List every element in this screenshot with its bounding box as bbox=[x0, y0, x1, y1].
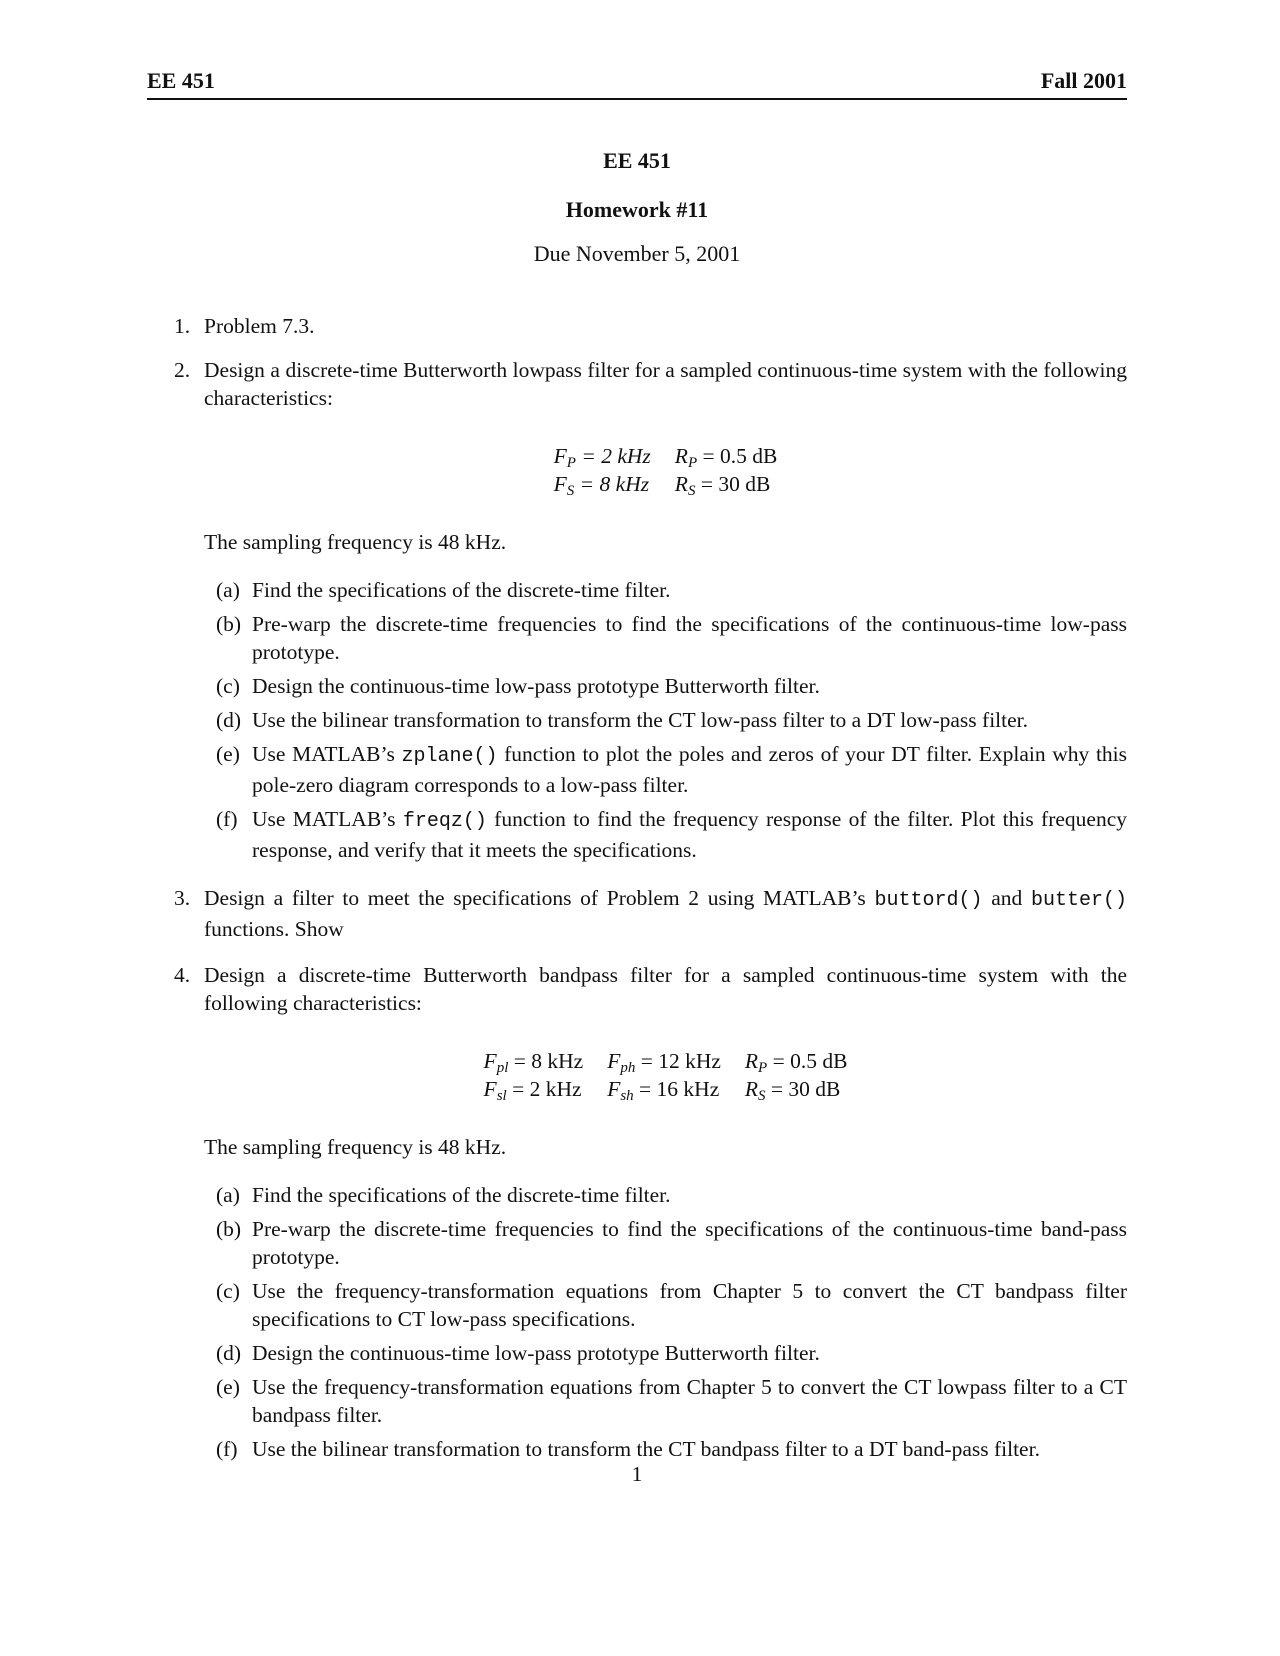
problem-number: 4. bbox=[174, 963, 191, 987]
spec-passband-frequency: $F_P = 2$ kHz bbox=[553, 444, 651, 471]
problem-3: 3. Design a filter to meet the specifications of Problem 2 using MATLAB’s buttord() and butter() functions. Show bbox=[174, 886, 1127, 941]
spec-lower-stopband-edge: $F_{sl} = 2$ kHz bbox=[483, 1077, 582, 1104]
spec-stopband-frequency: $F_S = 8$ kHz bbox=[553, 472, 650, 499]
spec-passband-ripple: $R_P = 0.5$ dB bbox=[744, 1049, 848, 1076]
problem-list bbox=[147, 312, 1127, 1469]
subpart-b: (b) Pre-warp the discrete-time frequencies to find the specifications of the continuous-time low-pass prototype. bbox=[216, 612, 1127, 664]
problem-number: 3. bbox=[174, 886, 191, 910]
problem-intro: Design a discrete-time Butterworth bandpass filter for a sampled continuous-time system with the following characteristics: bbox=[204, 963, 1127, 1015]
header-course: EE 451 bbox=[147, 68, 215, 93]
problem-2 bbox=[147, 356, 1127, 864]
spec-stopband-attenuation: $R_S = 30$ dB bbox=[744, 1077, 841, 1104]
subpart-f: (f) Use MATLAB’s freqz() function to find the frequency response of the filter. Plot this frequency response, and verify that it meets the specifications. bbox=[216, 807, 1128, 862]
due-date: Due November 5, 2001 bbox=[533, 241, 741, 266]
subpart-a: (a) Find the specifications of the discrete-time filter. bbox=[216, 1183, 671, 1207]
problem-4 bbox=[147, 961, 1127, 1463]
spec-row bbox=[542, 442, 790, 470]
homework-title: Homework #11 bbox=[565, 197, 709, 222]
running-header bbox=[147, 66, 1127, 100]
subpart-list bbox=[204, 1181, 1127, 1463]
spec-passband-ripple: $R_P = 0.5$ dB bbox=[674, 444, 778, 471]
spec-row bbox=[472, 1075, 860, 1103]
code-butter: butter() bbox=[1030, 889, 1127, 912]
spec-row bbox=[542, 470, 790, 498]
code-zplane: zplane() bbox=[401, 745, 498, 768]
spec-upper-passband-edge: $F_{ph} = 12$ kHz bbox=[607, 1049, 721, 1076]
problem-intro: Design a discrete-time Butterworth lowpass filter for a sampled continuous-time system with the following characteristics: bbox=[204, 358, 1127, 410]
page-number: 1 bbox=[631, 1462, 643, 1486]
problem-1 bbox=[147, 312, 1127, 340]
subpart-c: (c) Use the frequency-transformation equations from Chapter 5 to convert the CT bandpass filter specifications to CT low-pass specifications. bbox=[216, 1279, 1127, 1331]
sampling-frequency-note: The sampling frequency is 48 kHz. bbox=[204, 530, 507, 554]
spec-lower-passband-edge: $F_{pl} = 8$ kHz bbox=[483, 1049, 584, 1076]
spec-stopband-attenuation: $R_S = 30$ dB bbox=[674, 472, 771, 499]
code-buttord: buttord() bbox=[874, 889, 983, 912]
subpart-f: (f) Use the bilinear transformation to transform the CT bandpass filter to a DT band-pass filter. bbox=[216, 1437, 1040, 1461]
subpart-d: (d) Design the continuous-time low-pass prototype Butterworth filter. bbox=[216, 1341, 820, 1365]
subpart-e: (e) Use MATLAB’s zplane() function to plot the poles and zeros of your DT filter. Explain why this pole-zero diagram corresponds to a low-pass filter. bbox=[216, 742, 1128, 797]
subpart-list bbox=[204, 576, 1127, 864]
lowpass-spec-table bbox=[542, 442, 790, 498]
subpart-c: (c) Design the continuous-time low-pass prototype Butterworth filter. bbox=[216, 674, 820, 698]
subpart-a: (a) Find the specifications of the discrete-time filter. bbox=[216, 578, 671, 602]
subpart-d: (d) Use the bilinear transformation to transform the CT low-pass filter to a DT low-pass filter. bbox=[216, 708, 1029, 732]
spec-upper-stopband-edge: $F_{sh} = 16$ kHz bbox=[607, 1077, 720, 1104]
bandpass-spec-table bbox=[472, 1047, 860, 1103]
sampling-frequency-note: The sampling frequency is 48 kHz. bbox=[204, 1135, 507, 1159]
spec-row bbox=[472, 1047, 860, 1075]
subpart-e: (e) Use the frequency-transformation equations from Chapter 5 to convert the CT lowpass filter to a CT bandpass filter. bbox=[216, 1375, 1127, 1427]
subpart-b: (b) Pre-warp the discrete-time frequencies to find the specifications of the continuous-time band-pass prototype. bbox=[216, 1217, 1127, 1269]
problem-text: Problem 7.3. bbox=[204, 314, 315, 338]
header-term: Fall 2001 bbox=[1040, 68, 1127, 93]
course-title: EE 451 bbox=[603, 148, 671, 173]
code-freqz: freqz() bbox=[402, 810, 487, 833]
problem-number: 2. bbox=[174, 358, 191, 382]
problem-number: 1. bbox=[174, 314, 191, 338]
